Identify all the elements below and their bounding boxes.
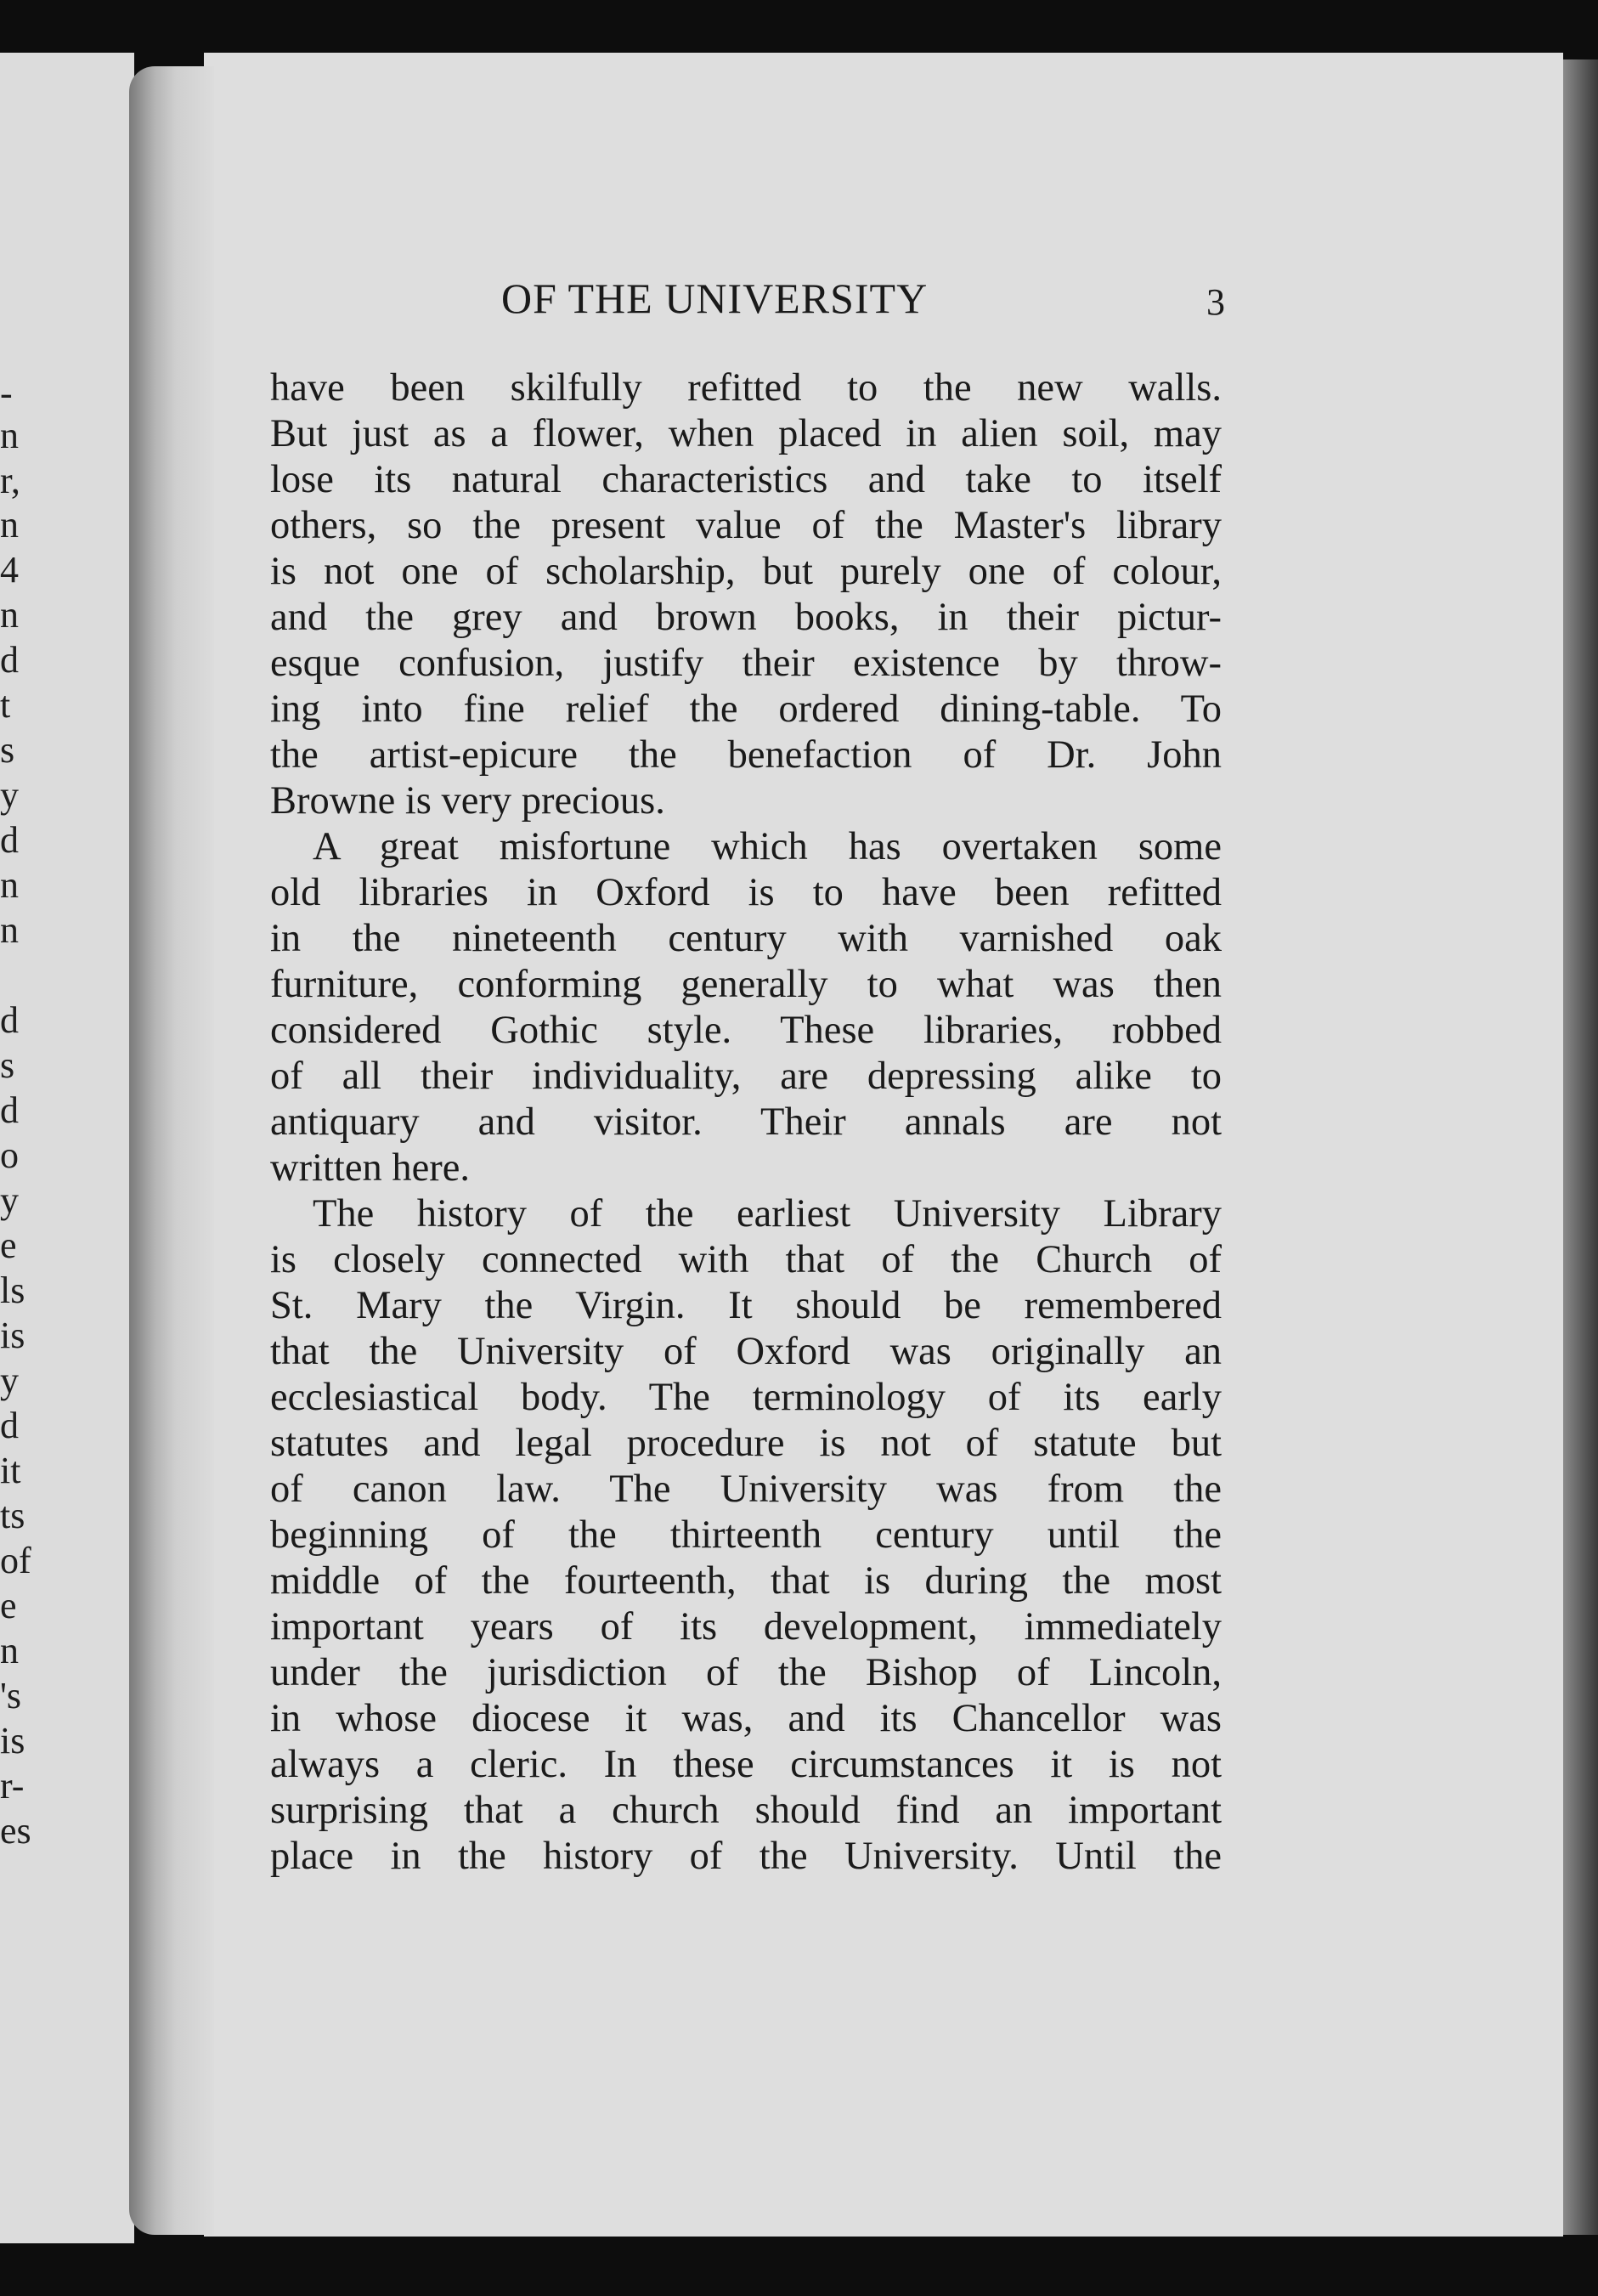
text-line: ing into fine relief the ordered dining-table. To: [270, 687, 1222, 731]
left-facing-page: [0, 53, 134, 2243]
edge-fragment: 's: [0, 1675, 22, 1716]
edge-fragment: ls: [0, 1270, 25, 1311]
text-line: the artist-epicure the benefaction of Dr. John: [270, 733, 1222, 777]
edge-fragment: d: [0, 819, 19, 861]
edge-fragment: r,: [0, 460, 20, 501]
edge-fragment: s: [0, 1044, 15, 1086]
text-line: beginning of the thirteenth century until the: [270, 1513, 1222, 1557]
text-line: ecclesiastical body. The terminology of its early: [270, 1376, 1222, 1419]
text-line: middle of the fourteenth, that is during the most: [270, 1559, 1222, 1603]
edge-fragment: n: [0, 415, 19, 456]
text-line: have been skilfully refitted to the new walls.: [270, 366, 1222, 410]
text-line: old libraries in Oxford is to have been refitted: [270, 871, 1222, 914]
text-line: and the grey and brown books, in their pictur-: [270, 596, 1222, 639]
text-line: important years of its development, immediately: [270, 1605, 1222, 1648]
edge-fragment: n: [0, 909, 19, 951]
text-line: in whose diocese it was, and its Chancellor was: [270, 1697, 1222, 1740]
text-line: considered Gothic style. These libraries, robbed: [270, 1009, 1222, 1052]
text-line: is closely connected with that of the Church of: [270, 1238, 1222, 1281]
edge-fragment: d: [0, 999, 19, 1041]
text-line: written here.: [270, 1146, 470, 1190]
edge-fragment: of: [0, 1540, 31, 1581]
body-text: [270, 365, 1222, 1880]
edge-fragment: ts: [0, 1495, 25, 1536]
text-line: always a cleric. In these circumstances it is not: [270, 1743, 1222, 1786]
edge-fragment: d: [0, 1089, 19, 1131]
text-line: in the nineteenth century with varnished oak: [270, 917, 1222, 960]
edge-fragment: e: [0, 1585, 17, 1626]
text-line: Browne is very precious.: [270, 779, 665, 823]
text-line: place in the history of the University. Until the: [270, 1835, 1222, 1878]
edge-fragment: d: [0, 1405, 19, 1446]
page-gutter-shadow: [129, 66, 214, 2235]
edge-fragment: n: [0, 594, 19, 636]
edge-fragment: es: [0, 1810, 31, 1852]
text-line: statutes and legal procedure is not of statute but: [270, 1422, 1222, 1465]
edge-fragment: o: [0, 1134, 19, 1176]
edge-fragment: it: [0, 1450, 21, 1491]
text-line: lose its natural characteristics and take to itself: [270, 458, 1222, 501]
text-line: that the University of Oxford was originally an: [270, 1330, 1222, 1373]
text-line: others, so the present value of the Master's library: [270, 504, 1222, 547]
text-line: of canon law. The University was from the: [270, 1468, 1222, 1511]
edge-fragment: -: [0, 372, 13, 414]
text-line: is not one of scholarship, but purely one of colour,: [270, 550, 1222, 593]
page-edge-shadow: [1563, 59, 1598, 2235]
text-line: But just as a flower, when placed in alien soil, may: [270, 412, 1222, 455]
edge-fragment: 4: [0, 549, 19, 591]
edge-fragment: y: [0, 1179, 19, 1221]
edge-fragment: n: [0, 504, 19, 546]
text-line: antiquary and visitor. Their annals are not: [270, 1100, 1222, 1144]
edge-fragment: is: [0, 1315, 25, 1356]
edge-fragment: e: [0, 1224, 17, 1266]
text-line: under the jurisdiction of the Bishop of Lincoln,: [270, 1651, 1222, 1694]
edge-fragment: n: [0, 1630, 19, 1671]
edge-fragment: is: [0, 1720, 25, 1762]
edge-fragment: y: [0, 1360, 19, 1401]
text-line: St. Mary the Virgin. It should be remembered: [270, 1284, 1222, 1327]
text-line: of all their individuality, are depressing alike to: [270, 1055, 1222, 1098]
running-title: OF THE UNIVERSITY: [501, 274, 929, 322]
left-page-edge-text: [0, 53, 127, 2243]
edge-fragment: n: [0, 864, 19, 906]
edge-fragment: s: [0, 729, 15, 771]
edge-fragment: d: [0, 639, 19, 681]
text-line: A great misfortune which has overtaken some: [313, 825, 1222, 868]
text-line: furniture, conforming generally to what was then: [270, 963, 1222, 1006]
edge-fragment: r-: [0, 1765, 25, 1807]
text-line: The history of the earliest University Library: [313, 1192, 1222, 1236]
page-number: 3: [1206, 281, 1225, 323]
text-line: esque confusion, justify their existence by throw-: [270, 642, 1222, 685]
edge-fragment: t: [0, 684, 11, 726]
edge-fragment: y: [0, 774, 19, 816]
text-line: surprising that a church should find an important: [270, 1789, 1222, 1832]
